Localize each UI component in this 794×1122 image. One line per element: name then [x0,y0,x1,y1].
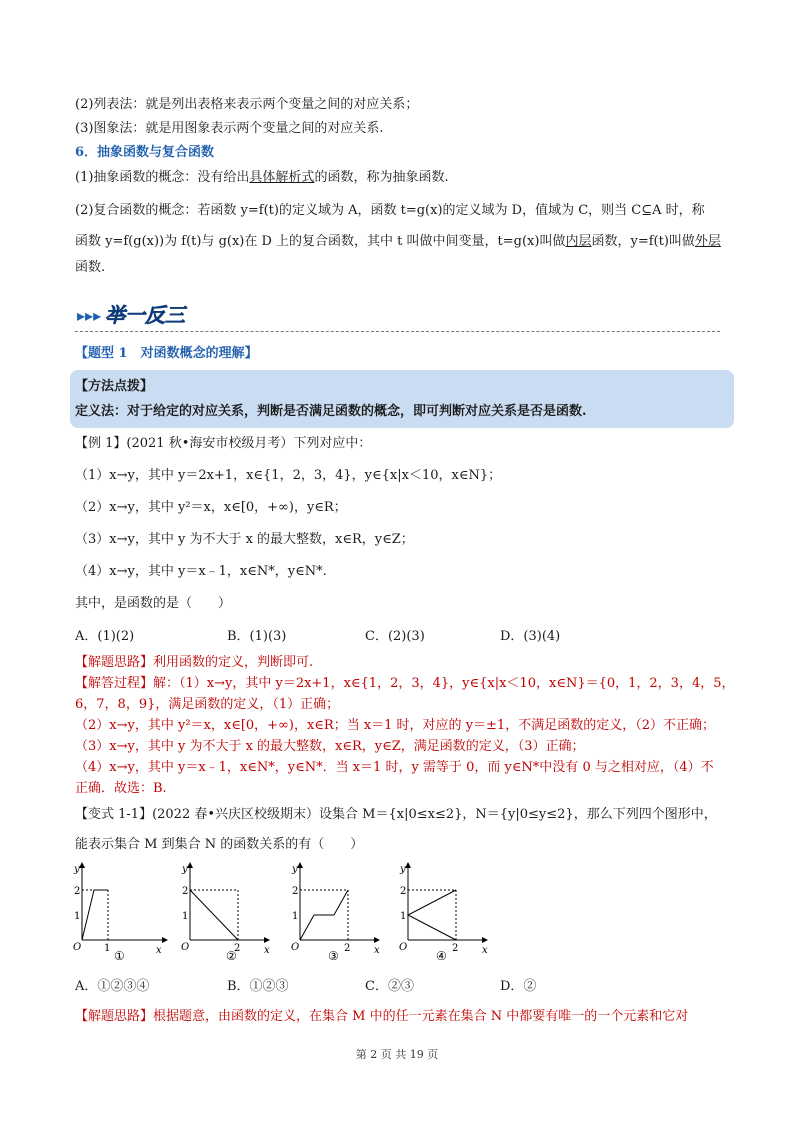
text-list-method: (2)列表法：就是列出表格来表示两个变量之间的对应关系； [75,97,419,112]
svg-text:2: 2 [74,886,81,897]
example-case-1: （1）x→y，其中 y＝2x+1，x∈{1，2，3，4}，y∈{x|x＜10，x∈N}； [75,468,502,483]
variant-line-1: 【变式 1-1】(2022 春•兴庆区校级期末）设集合 M＝{x|0≤x≤2}，N＝{y|0≤y≤2}，那么下列四个图形中， [75,807,717,822]
graph-label-4: ④ [436,949,447,960]
svg-text:1: 1 [292,911,299,922]
section-heading: 6．抽象函数与复合函数 [75,145,215,160]
method-title: 【方法点拨】 [75,379,154,394]
section-divider [75,331,720,332]
svg-text:2: 2 [292,886,299,897]
method-body: 定义法：对于给定的对应关系，判断是否满足函数的概念，即可判断对应关系是否是函数. [75,404,587,419]
graph-label-3: ③ [328,949,339,960]
solution-line-1: 【解答过程】解：（1）x→y，其中 y＝2x+1，x∈{1，2，3，4}，y∈{x|x＜10，x∈N}＝{0，1，2，3，4，5， [75,676,735,691]
text-graph-method: (3)图象法：就是用图象表示两个变量之间的对应关系. [75,121,384,136]
svg-text:1: 1 [74,911,81,922]
graph-3 [288,860,388,960]
graph-label-2: ② [226,949,237,960]
svg-text:2: 2 [400,886,407,897]
svg-text:2: 2 [182,886,189,897]
option-c: C．(2)(3) [365,629,425,644]
banner-arrows: ▸▸▸ [77,306,102,325]
solution-line-3: （2）x→y，其中 y²＝x，x∈[0，+∞)，x∈R；当 x＝1 时，对应的 y＝±1，不满足函数的定义，（2）不正确； [75,718,715,733]
example-question: 其中，是函数的是（ ） [75,596,232,611]
section-banner [75,300,199,328]
solution-line-6: 正确．故选：B. [75,781,167,796]
svg-text:O: O [181,942,190,953]
svg-text:x: x [264,945,270,956]
text-composite-1: (2)复合函数的概念：若函数 y=f(t)的定义域为 A，函数 t=g(x)的定义域为 D，值域为 C，则当 C⊆A 时，称 [75,203,705,218]
graph-1 [70,860,170,960]
axis-origin: O [73,942,82,953]
option-d: D．(3)(4) [500,629,561,644]
topic-heading: 【题型 1 对函数概念的理解】 [75,346,258,361]
svg-text:2: 2 [452,943,459,954]
svg-text:x: x [482,945,488,956]
svg-text:1: 1 [104,943,111,954]
graph-4 [396,860,496,960]
svg-text:x: x [374,945,380,956]
solution-line-4: （3）x→y，其中 y 为不大于 x 的最大整数，x∈R，y∈Z，满足函数的定义，（3）正确； [75,739,585,754]
example-case-2: （2）x→y，其中 y²＝x，x∈[0，+∞)，y∈R； [75,500,347,515]
banner-title: 举一反三 [105,303,185,327]
example-intro: 【例 1】(2021 秋•海安市校级月考）下列对应中： [75,436,372,451]
option-b: B．(1)(3) [227,629,287,644]
variant-option-a: A．①②③④ [75,979,150,994]
text-abstract-function: (1)抽象函数的概念：没有给出具体解析式的函数，称为抽象函数. [75,170,449,185]
svg-text:y: y [400,864,406,875]
solution2-idea: 【解题思路】根据题意，由函数的定义，在集合 M 中的任一元素在集合 N 中都要有唯一的一个元素和它对 [75,1009,689,1024]
svg-text:O: O [399,942,408,953]
svg-text:1: 1 [400,911,407,922]
example-case-4: （4）x→y，其中 y＝x﹣1，x∈N*，y∈N*. [75,564,327,579]
option-a: A．(1)(2) [75,629,135,644]
graph-2 [178,860,278,960]
axis-x: x [156,945,162,956]
variant-option-d: D．② [500,979,537,994]
text-composite-3: 函数. [75,260,106,275]
solution-line-2: 6，7，8，9}，满足函数的定义，（1）正确； [75,697,340,712]
svg-text:1: 1 [182,911,189,922]
svg-text:O: O [291,942,300,953]
variant-option-b: B．①②③ [227,979,289,994]
svg-text:y: y [182,864,188,875]
variant-option-c: C．②③ [365,979,414,994]
svg-text:2: 2 [234,943,241,954]
page-footer: 第 2 页 共 19 页 [355,1048,439,1061]
axis-y: y [74,864,80,875]
example-case-3: （3）x→y，其中 y 为不大于 x 的最大整数，x∈R，y∈Z； [75,532,414,547]
svg-text:y: y [292,864,298,875]
graph-label-1: ① [114,949,125,960]
solution-line-5: （4）x→y，其中 y＝x﹣1，x∈N*，y∈N*．当 x＝1 时，y 需等于 0，而 y∈N*中没有 0 与之相对应，（4）不 [75,760,714,775]
variant-line-2: 能表示集合 M 到集合 N 的函数关系的有（ ） [75,837,364,852]
svg-text:2: 2 [344,943,351,954]
text-composite-2: 函数 y=f(g(x))为 f(t)与 g(x)在 D 上的复合函数，其中 t 叫做中间变量，t=g(x)叫做内层函数，y=f(t)叫做外层 [75,234,721,249]
solution-idea: 【解题思路】利用函数的定义，判断即可. [75,655,314,670]
